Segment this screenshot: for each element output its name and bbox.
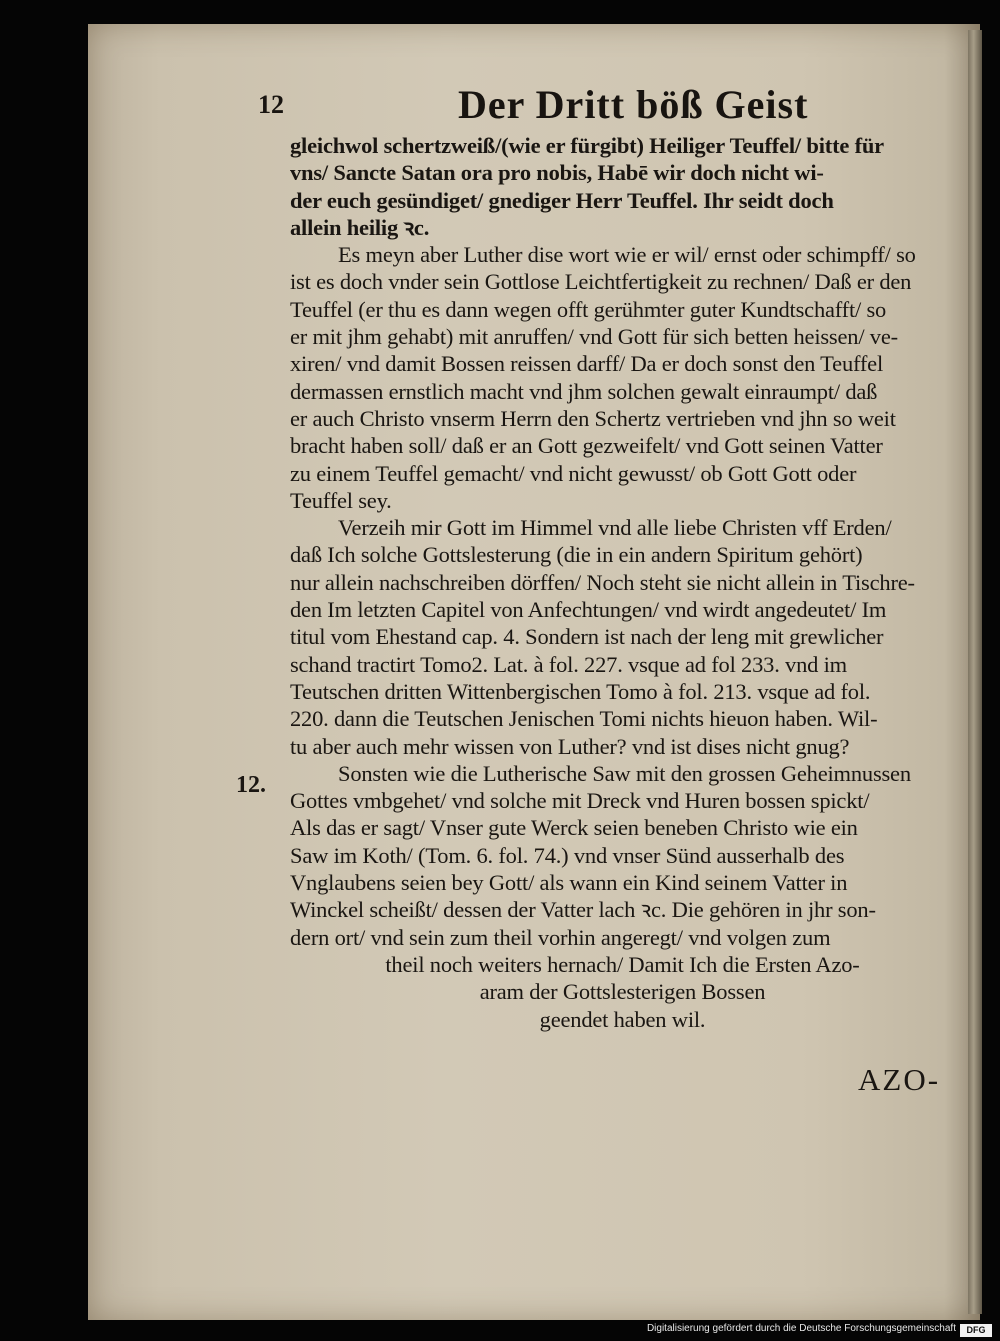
running-head [200,80,900,130]
text-line: Teutschen dritten Wittenbergischen Tomo à fol. 213. vsque ad fol. [290,678,871,704]
body-text [290,132,955,1033]
text-line: er auch Christo vnserm Herrn den Schertz vertrieben vnd jhn so weit [290,405,896,431]
text-line: Winckel scheißt/ dessen der Vatter lach ꝛc. Die gehören in jhr son- [290,897,876,923]
text-line: den Im letzten Capitel von Anfechtungen/ vnd wirdt angedeutet/ Im [290,597,887,623]
text-line: schand tractirt Tomo2. Lat. à fol. 227. vsque ad fol 233. vnd im [290,651,847,677]
text-line: 220. dann die Teutschen Jenischen Tomi nichts hieuon haben. Wil- [290,706,878,732]
text-line: Als das er sagt/ Vnser gute Werck seien beneben Christo wie ein [290,815,858,841]
page-number: 12 [258,90,284,119]
text-line: Saw im Koth/ (Tom. 6. fol. 74.) vnd vnser Sünd ausserhalb des [290,842,845,868]
text-line: er mit jhm gehabt) mit anruffen/ vnd Gott für sich betten heissen/ ve- [290,324,898,350]
footer-bar [0,1322,1000,1341]
text-line: Verzeih mir Gott im Himmel vnd alle liebe Christen vff Erden/ [338,515,892,541]
text-line: daß Ich solche Gottslesterung (die in ein andern Spiritum gehört) [290,542,863,568]
text-line: der euch gesündiget/ gnediger Herr Teuffel. Ihr seidt doch [290,187,834,213]
text-line: Teuffel sey. [290,487,392,513]
text-line: dermassen ernstlich macht vnd jhm solchen gewalt einraumpt/ daß [290,378,878,404]
text-line: bracht haben soll/ daß er an Gott gezweifelt/ vnd Gott seinen Vatter [290,433,883,459]
text-line: theil noch weiters hernach/ Damit Ich die Ersten Azo- [385,951,860,977]
funding-credit: Digitalisierung gefördert durch die Deutsche Forschungsgemeinschaft [646,1323,956,1334]
catchword: AZO- [858,1062,941,1097]
text-line: aram der Gottslesterigen Bossen [479,979,766,1005]
text-line: Sonsten wie die Lutherische Saw mit den grossen Geheimnussen [338,760,911,786]
text-line: titul vom Ehestand cap. 4. Sondern ist nach der leng mit grewlicher [290,624,884,650]
page-edge [968,30,982,1314]
text-line: zu einem Teuffel gemacht/ vnd nicht gewusst/ ob Gott Gott oder [290,460,857,486]
running-title: Der Dritt böß Geist [458,82,809,127]
text-line: gleichwol schertzweiß/(wie er fürgibt) Heiliger Teuffel/ bitte für [290,133,884,158]
text-line: vns/ Sancte Satan ora pro nobis, Habē wir doch nicht wi- [290,160,824,186]
text-line: dern ort/ vnd sein zum theil vorhin angeregt/ vnd volgen zum [290,924,831,950]
text-line: xiren/ vnd damit Bossen reissen darff/ Da er doch sonst den Teuffel [290,351,884,377]
text-line: Teuffel (er thu es dann wegen offt gerühmter guter Kundtschafft/ so [290,296,887,322]
text-line: nur allein nachschreiben dörffen/ Noch steht sie nicht allein in Tischre- [290,569,915,595]
text-line: ist es doch vnder sein Gottlose Leichtfertigkeit zu rechnen/ Daß er den [290,269,912,295]
text-line: allein heilig ꝛc. [290,214,430,240]
margin-note: 12. [236,772,266,798]
text-line: Gottes vmbgehet/ vnd solche mit Dreck vnd Huren bossen spickt/ [290,788,870,814]
text-line: tu aber auch mehr wissen von Luther? vnd ist dises nicht gnug? [290,733,850,759]
text-line: geendet haben wil. [539,1006,706,1032]
dfg-logo: DFG [960,1324,992,1337]
text-line: Es meyn aber Luther dise wort wie er wil/ ernst oder schimpff/ so [338,242,916,268]
text-line: Vnglaubens seien bey Gott/ als wann ein Kind seinem Vatter in [290,870,848,896]
